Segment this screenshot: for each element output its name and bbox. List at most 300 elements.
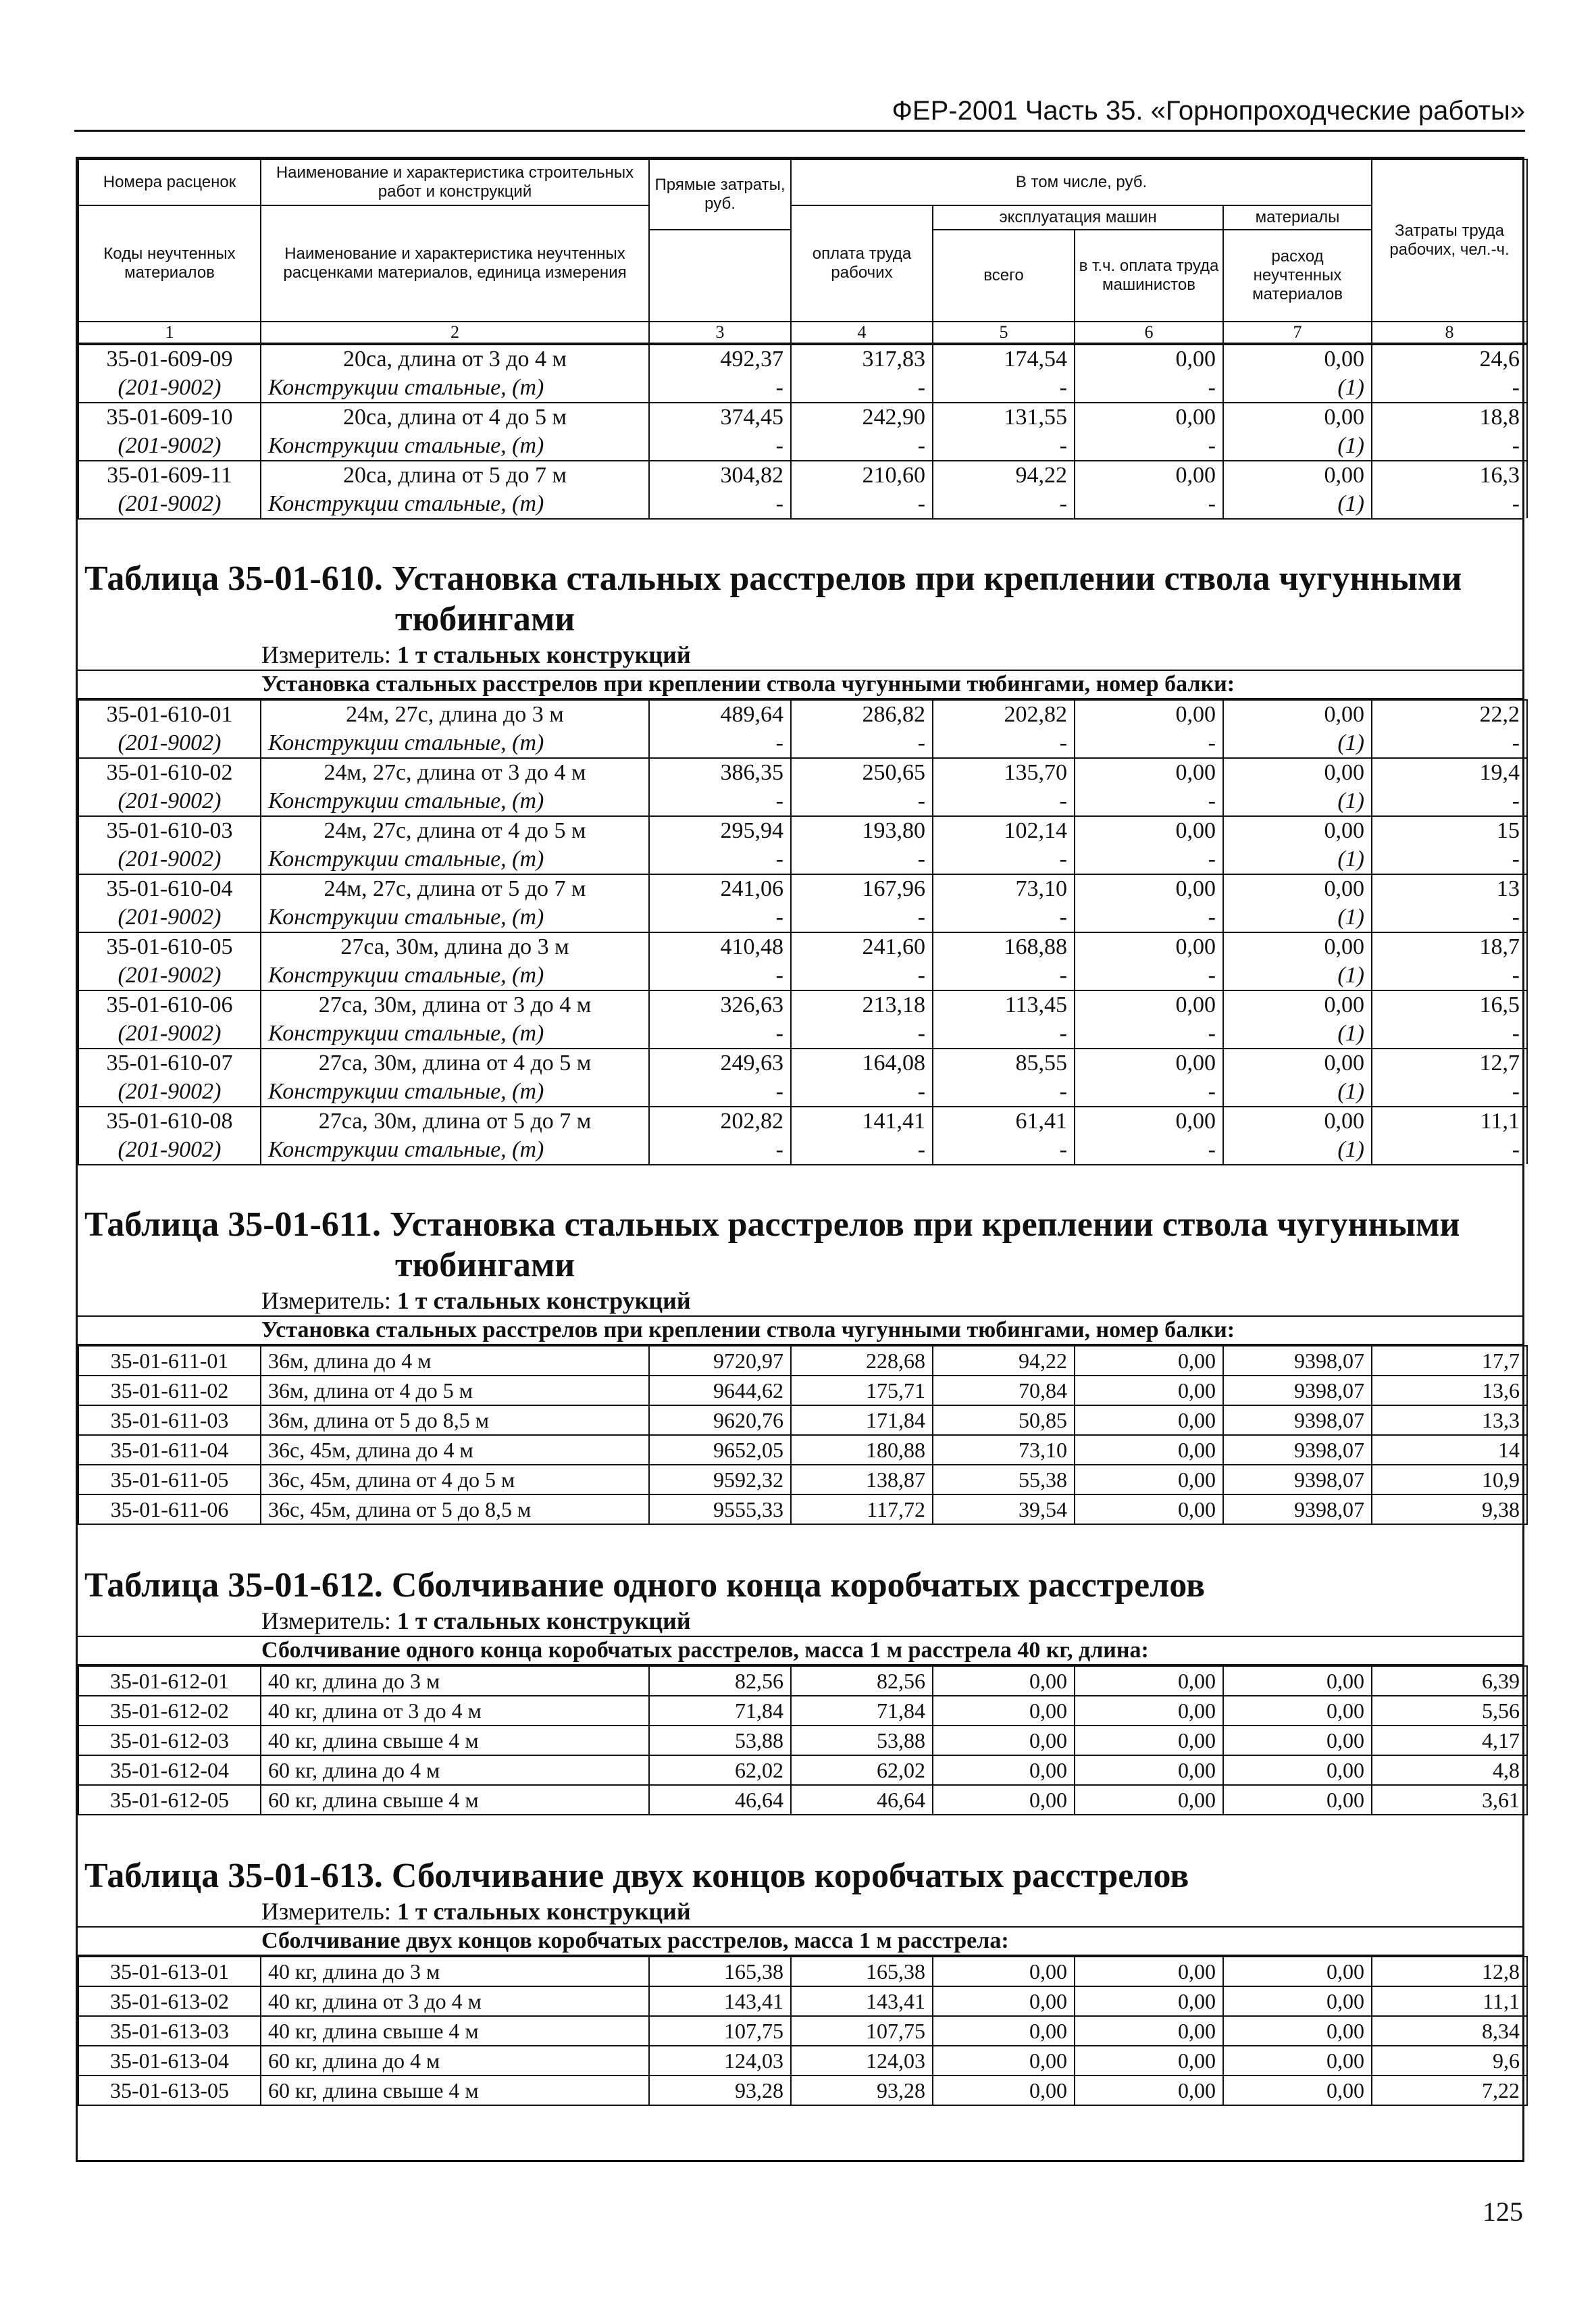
direct-cost: 9620,76 (649, 1405, 791, 1435)
rate-code: 35-01-610-06 (78, 990, 261, 1020)
rate-code: 35-01-610-04 (78, 874, 261, 903)
dash: - (791, 1078, 933, 1107)
dash: - (791, 432, 933, 461)
materials: 0,00 (1223, 816, 1372, 845)
work-name: 36с, 45м, длина от 4 до 5 м (261, 1465, 649, 1494)
material-usage: (1) (1223, 729, 1372, 758)
direct-cost: 374,45 (649, 403, 791, 432)
direct-cost: 9592,32 (649, 1465, 791, 1494)
wages: 286,82 (791, 700, 933, 729)
material-code: (201-9002) (78, 961, 261, 990)
dash: - (1075, 787, 1223, 816)
table-title: Таблица 35-01-611. Установка стальных расстрелов при креплении ствола чугунными тюбингами (84, 1205, 1460, 1284)
dash: - (933, 787, 1075, 816)
header-naim: Наименование и характеристика строительных работ и конструкций (261, 159, 649, 205)
labor-cost: 12,7 (1372, 1049, 1527, 1078)
material-code: (201-9002) (78, 903, 261, 932)
materials: 0,00 (1223, 874, 1372, 903)
wages: 165,38 (791, 1957, 933, 1986)
direct-cost: 492,37 (649, 345, 791, 374)
material-usage: (1) (1223, 787, 1372, 816)
rate-code: 35-01-613-03 (78, 2016, 261, 2046)
labor-cost: 5,56 (1372, 1696, 1527, 1726)
rate-code: 35-01-610-05 (78, 932, 261, 961)
dash: - (1372, 787, 1527, 816)
labor-cost: 13,3 (1372, 1405, 1527, 1435)
wages: 82,56 (791, 1666, 933, 1696)
material-code: (201-9002) (78, 490, 261, 518)
material-row (78, 961, 1527, 990)
dash: - (791, 1136, 933, 1164)
work-name: 60 кг, длина до 4 м (261, 1755, 649, 1785)
header-labor: Затраты труда рабочих, чел.-ч. (1372, 159, 1527, 322)
table-row (78, 1957, 1527, 1986)
work-name: 60 кг, длина до 4 м (261, 2046, 649, 2076)
table-611-block (78, 1164, 1522, 1525)
material-code: (201-9002) (78, 729, 261, 758)
labor-cost: 3,61 (1372, 1785, 1527, 1815)
direct-cost: 9644,62 (649, 1376, 791, 1405)
direct-cost: 124,03 (649, 2046, 791, 2076)
wages: 210,60 (791, 461, 933, 490)
labor-cost: 22,2 (1372, 700, 1527, 729)
labor-cost: 11,1 (1372, 1986, 1527, 2016)
material-code: (201-9002) (78, 374, 261, 403)
machinist-wages: 0,00 (1075, 1957, 1223, 1986)
materials: 0,00 (1223, 1107, 1372, 1136)
wages: 171,84 (791, 1405, 933, 1435)
column-number: 8 (1372, 322, 1527, 343)
direct-cost: 410,48 (649, 932, 791, 961)
dash: - (649, 787, 791, 816)
material-name: Конструкции стальные, (т) (261, 845, 649, 874)
machines-total: 113,45 (933, 990, 1075, 1020)
dash: - (1372, 903, 1527, 932)
dash: - (1075, 490, 1223, 518)
rate-code: 35-01-613-01 (78, 1957, 261, 1986)
machinist-wages: 0,00 (1075, 816, 1223, 845)
dash: - (1075, 903, 1223, 932)
materials: 0,00 (1223, 403, 1372, 432)
material-usage: (1) (1223, 432, 1372, 461)
table-row (78, 1405, 1527, 1435)
table-row (78, 403, 1527, 432)
work-name: 36м, длина от 5 до 8,5 м (261, 1405, 649, 1435)
material-usage: (1) (1223, 374, 1372, 403)
section-heading: Установка стальных расстрелов при креплении ствола чугунными тюбингами, номер балки: (78, 670, 1522, 699)
materials: 0,00 (1223, 1957, 1372, 1986)
header-incl-wages: в т.ч. оплата труда машинистов (1075, 230, 1223, 322)
machines-total: 202,82 (933, 700, 1075, 729)
material-row (78, 432, 1527, 461)
material-code: (201-9002) (78, 1078, 261, 1107)
work-name: 27са, 30м, длина от 5 до 7 м (261, 1107, 649, 1136)
column-number: 1 (78, 322, 261, 343)
dash: - (1075, 1078, 1223, 1107)
materials: 0,00 (1223, 1986, 1372, 2016)
machines-total: 55,38 (933, 1465, 1075, 1494)
dash: - (791, 845, 933, 874)
machines-total: 0,00 (933, 1785, 1075, 1815)
machines-total: 0,00 (933, 1696, 1075, 1726)
machines-total: 39,54 (933, 1494, 1075, 1524)
rate-code: 35-01-611-04 (78, 1435, 261, 1465)
rate-code: 35-01-610-07 (78, 1049, 261, 1078)
dash: - (1372, 374, 1527, 403)
labor-cost: 16,3 (1372, 461, 1527, 490)
labor-cost: 18,7 (1372, 932, 1527, 961)
work-name: 20са, длина от 3 до 4 м (261, 345, 649, 374)
material-name: Конструкции стальные, (т) (261, 1136, 649, 1164)
wages: 317,83 (791, 345, 933, 374)
labor-cost: 24,6 (1372, 345, 1527, 374)
materials: 0,00 (1223, 1726, 1372, 1755)
work-name: 24м, 27с, длина до 3 м (261, 700, 649, 729)
machines-total: 0,00 (933, 1986, 1075, 2016)
dash: - (649, 490, 791, 518)
labor-cost: 13,6 (1372, 1376, 1527, 1405)
machines-total: 0,00 (933, 1726, 1075, 1755)
labor-cost: 13 (1372, 874, 1527, 903)
header-usage: расход неучтенных материалов (1223, 230, 1372, 322)
work-name: 24м, 27с, длина от 4 до 5 м (261, 816, 649, 845)
work-name: 36с, 45м, длина от 5 до 8,5 м (261, 1494, 649, 1524)
header-materials: материалы (1223, 205, 1372, 230)
dash: - (649, 1136, 791, 1164)
labor-cost: 11,1 (1372, 1107, 1527, 1136)
dash: - (933, 374, 1075, 403)
machinist-wages: 0,00 (1075, 932, 1223, 961)
materials: 0,00 (1223, 345, 1372, 374)
machinist-wages: 0,00 (1075, 1726, 1223, 1755)
rate-code: 35-01-612-04 (78, 1755, 261, 1785)
direct-cost: 304,82 (649, 461, 791, 490)
labor-cost: 9,6 (1372, 2046, 1527, 2076)
dash: - (649, 961, 791, 990)
dash: - (791, 961, 933, 990)
wages: 62,02 (791, 1755, 933, 1785)
rate-code: 35-01-613-05 (78, 2076, 261, 2105)
materials: 9398,07 (1223, 1494, 1372, 1524)
work-name: 40 кг, длина от 3 до 4 м (261, 1986, 649, 2016)
material-row (78, 1020, 1527, 1049)
dash: - (933, 1078, 1075, 1107)
machinist-wages: 0,00 (1075, 700, 1223, 729)
material-usage: (1) (1223, 1078, 1372, 1107)
rate-code: 35-01-609-11 (78, 461, 261, 490)
dash: - (933, 432, 1075, 461)
rate-code: 35-01-611-06 (78, 1494, 261, 1524)
dash: - (933, 903, 1075, 932)
direct-cost: 326,63 (649, 990, 791, 1020)
header-total: всего (933, 230, 1075, 322)
wages: 143,41 (791, 1986, 933, 2016)
direct-cost: 46,64 (649, 1785, 791, 1815)
table-row (78, 345, 1527, 374)
column-number: 5 (933, 322, 1075, 343)
material-usage: (1) (1223, 903, 1372, 932)
rate-code: 35-01-609-09 (78, 345, 261, 374)
material-row (78, 729, 1527, 758)
work-name: 40 кг, длина от 3 до 4 м (261, 1696, 649, 1726)
machinist-wages: 0,00 (1075, 758, 1223, 787)
machines-total: 0,00 (933, 1957, 1075, 1986)
wages: 138,87 (791, 1465, 933, 1494)
wages: 164,08 (791, 1049, 933, 1078)
labor-cost: 6,39 (1372, 1666, 1527, 1696)
wages: 71,84 (791, 1696, 933, 1726)
materials: 0,00 (1223, 932, 1372, 961)
machinist-wages: 0,00 (1075, 1465, 1223, 1494)
rate-code: 35-01-612-03 (78, 1726, 261, 1755)
table-row (78, 1376, 1527, 1405)
machinist-wages: 0,00 (1075, 2046, 1223, 2076)
direct-cost: 165,38 (649, 1957, 791, 1986)
work-name: 36с, 45м, длина до 4 м (261, 1435, 649, 1465)
table-row (78, 1755, 1527, 1785)
dash: - (649, 729, 791, 758)
column-number: 3 (649, 322, 791, 343)
table-613 (78, 1956, 1528, 2106)
dash: - (649, 374, 791, 403)
work-name: 60 кг, длина свыше 4 м (261, 2076, 649, 2105)
dash: - (1372, 432, 1527, 461)
dash: - (791, 729, 933, 758)
machinist-wages: 0,00 (1075, 1376, 1223, 1405)
measure-unit: Измеритель: 1 т стальных конструкций (261, 1898, 691, 1925)
column-number: 6 (1075, 322, 1223, 343)
machinist-wages: 0,00 (1075, 1435, 1223, 1465)
direct-cost: 71,84 (649, 1696, 791, 1726)
dash: - (1372, 1078, 1527, 1107)
header-codes: Коды неучтенных материалов (78, 205, 261, 322)
dash: - (649, 1078, 791, 1107)
material-row (78, 903, 1527, 932)
direct-cost: 9652,05 (649, 1435, 791, 1465)
labor-cost: 4,17 (1372, 1726, 1527, 1755)
table-611 (78, 1345, 1528, 1525)
work-name: 36м, длина до 4 м (261, 1346, 649, 1376)
dash: - (649, 1020, 791, 1049)
materials: 0,00 (1223, 1696, 1372, 1726)
machinist-wages: 0,00 (1075, 1666, 1223, 1696)
table-609 (78, 344, 1528, 518)
dash: - (649, 845, 791, 874)
direct-cost: 241,06 (649, 874, 791, 903)
work-name: 36м, длина от 4 до 5 м (261, 1376, 649, 1405)
materials: 0,00 (1223, 1666, 1372, 1696)
table-row (78, 700, 1527, 729)
direct-cost: 295,94 (649, 816, 791, 845)
material-name: Конструкции стальные, (т) (261, 787, 649, 816)
wages: 250,65 (791, 758, 933, 787)
material-row (78, 1078, 1527, 1107)
work-name: 27са, 30м, длина от 4 до 5 м (261, 1049, 649, 1078)
direct-cost: 143,41 (649, 1986, 791, 2016)
section-heading: Установка стальных расстрелов при креплении ствола чугунными тюбингами, номер балки: (78, 1315, 1522, 1345)
rate-code: 35-01-612-01 (78, 1666, 261, 1696)
materials: 9398,07 (1223, 1346, 1372, 1376)
page-number: 125 (1483, 2196, 1523, 2227)
machines-total: 73,10 (933, 874, 1075, 903)
direct-cost: 249,63 (649, 1049, 791, 1078)
dash: - (933, 490, 1075, 518)
labor-cost: 9,38 (1372, 1494, 1527, 1524)
table-title: Таблица 35-01-613. Сболчивание двух концов коробчатых расстрелов (84, 1857, 1189, 1895)
labor-cost: 17,7 (1372, 1346, 1527, 1376)
table-row (78, 2076, 1527, 2105)
material-code: (201-9002) (78, 1136, 261, 1164)
measure-unit: Измеритель: 1 т стальных конструкций (261, 1287, 691, 1314)
column-number: 2 (261, 322, 649, 343)
machines-total: 73,10 (933, 1435, 1075, 1465)
price-table-frame (76, 157, 1524, 2162)
rate-code: 35-01-611-03 (78, 1405, 261, 1435)
direct-cost: 107,75 (649, 2016, 791, 2046)
wages: 107,75 (791, 2016, 933, 2046)
materials: 0,00 (1223, 700, 1372, 729)
direct-cost: 9720,97 (649, 1346, 791, 1376)
table-612-block (78, 1525, 1522, 1815)
table-row (78, 1465, 1527, 1494)
header-incl: В том числе, руб. (791, 159, 1372, 205)
labor-cost: 19,4 (1372, 758, 1527, 787)
table-title: Таблица 35-01-612. Сболчивание одного конца коробчатых расстрелов (84, 1566, 1206, 1605)
dash: - (1075, 1020, 1223, 1049)
machinist-wages: 0,00 (1075, 1346, 1223, 1376)
materials: 0,00 (1223, 1785, 1372, 1815)
machines-total: 0,00 (933, 1666, 1075, 1696)
rate-code: 35-01-609-10 (78, 403, 261, 432)
machines-total: 0,00 (933, 2016, 1075, 2046)
measure-unit: Измеритель: 1 т стальных конструкций (261, 641, 691, 668)
materials: 0,00 (1223, 990, 1372, 1020)
wages: 93,28 (791, 2076, 933, 2105)
machinist-wages: 0,00 (1075, 1405, 1223, 1435)
machinist-wages: 0,00 (1075, 874, 1223, 903)
labor-cost: 12,8 (1372, 1957, 1527, 1986)
table-row (78, 1346, 1527, 1376)
material-row (78, 787, 1527, 816)
material-name: Конструкции стальные, (т) (261, 1078, 649, 1107)
work-name: 20са, длина от 5 до 7 м (261, 461, 649, 490)
rate-code: 35-01-612-02 (78, 1696, 261, 1726)
material-row (78, 490, 1527, 518)
direct-cost: 53,88 (649, 1726, 791, 1755)
direct-cost: 62,02 (649, 1755, 791, 1785)
wages: 193,80 (791, 816, 933, 845)
wages: 46,64 (791, 1785, 933, 1815)
labor-cost: 10,9 (1372, 1465, 1527, 1494)
machinist-wages: 0,00 (1075, 1755, 1223, 1785)
dash: - (933, 1136, 1075, 1164)
work-name: 24м, 27с, длина от 3 до 4 м (261, 758, 649, 787)
materials: 0,00 (1223, 1755, 1372, 1785)
material-code: (201-9002) (78, 845, 261, 874)
table-613-block (78, 1815, 1522, 2106)
machinist-wages: 0,00 (1075, 345, 1223, 374)
work-name: 40 кг, длина свыше 4 м (261, 1726, 649, 1755)
direct-cost: 93,28 (649, 2076, 791, 2105)
table-row (78, 990, 1527, 1020)
table-row (78, 1666, 1527, 1696)
material-name: Конструкции стальные, (т) (261, 432, 649, 461)
material-row (78, 1136, 1527, 1164)
material-row (78, 374, 1527, 403)
work-name: 24м, 27с, длина от 5 до 7 м (261, 874, 649, 903)
materials: 9398,07 (1223, 1435, 1372, 1465)
machines-total: 0,00 (933, 2076, 1075, 2105)
machinist-wages: 0,00 (1075, 1494, 1223, 1524)
dash: - (791, 1020, 933, 1049)
machinist-wages: 0,00 (1075, 1049, 1223, 1078)
direct-cost: 386,35 (649, 758, 791, 787)
header-naim2: Наименование и характеристика неучтенных расценками материалов, единица измерения (261, 205, 649, 322)
table-row (78, 1696, 1527, 1726)
labor-cost: 7,22 (1372, 2076, 1527, 2105)
rate-code: 35-01-613-04 (78, 2046, 261, 2076)
direct-cost: 9555,33 (649, 1494, 791, 1524)
header-wages: оплата труда рабочих (791, 205, 933, 322)
machinist-wages: 0,00 (1075, 403, 1223, 432)
wages: 117,72 (791, 1494, 933, 1524)
dash: - (1372, 1136, 1527, 1164)
wages: 124,03 (791, 2046, 933, 2076)
direct-cost: 82,56 (649, 1666, 791, 1696)
dash: - (791, 903, 933, 932)
work-name: 27са, 30м, длина до 3 м (261, 932, 649, 961)
materials: 0,00 (1223, 758, 1372, 787)
material-usage: (1) (1223, 1020, 1372, 1049)
dash: - (791, 374, 933, 403)
material-name: Конструкции стальные, (т) (261, 1020, 649, 1049)
material-usage: (1) (1223, 845, 1372, 874)
table-612 (78, 1665, 1528, 1815)
column-number: 4 (791, 322, 933, 343)
rate-code: 35-01-610-01 (78, 700, 261, 729)
running-head: ФЕР-2001 Часть 35. «Горнопроходческие работы» (74, 95, 1525, 132)
material-usage: (1) (1223, 961, 1372, 990)
machinist-wages: 0,00 (1075, 1986, 1223, 2016)
materials: 9398,07 (1223, 1405, 1372, 1435)
dash: - (791, 787, 933, 816)
machinist-wages: 0,00 (1075, 461, 1223, 490)
machinist-wages: 0,00 (1075, 990, 1223, 1020)
dash: - (1372, 729, 1527, 758)
labor-cost: 8,34 (1372, 2016, 1527, 2046)
machinist-wages: 0,00 (1075, 2016, 1223, 2046)
direct-cost: 202,82 (649, 1107, 791, 1136)
table-title: Таблица 35-01-610. Установка стальных расстрелов при креплении ствола чугунными тюбингами (84, 559, 1462, 638)
machines-total: 70,84 (933, 1376, 1075, 1405)
rate-code: 35-01-610-03 (78, 816, 261, 845)
machines-total: 0,00 (933, 1755, 1075, 1785)
section-heading: Сболчивание одного конца коробчатых расстрелов, масса 1 м расстрела 40 кг, длина: (78, 1636, 1522, 1665)
rate-code: 35-01-611-02 (78, 1376, 261, 1405)
table-row (78, 2046, 1527, 2076)
table-row (78, 1049, 1527, 1078)
table-row (78, 1435, 1527, 1465)
materials: 0,00 (1223, 1049, 1372, 1078)
work-name: 60 кг, длина свыше 4 м (261, 1785, 649, 1815)
table-row (78, 1494, 1527, 1524)
dash: - (1075, 845, 1223, 874)
rate-code: 35-01-611-01 (78, 1346, 261, 1376)
machines-total: 85,55 (933, 1049, 1075, 1078)
material-name: Конструкции стальные, (т) (261, 729, 649, 758)
header-machines: эксплуатация машин (933, 205, 1223, 230)
table-row (78, 816, 1527, 845)
